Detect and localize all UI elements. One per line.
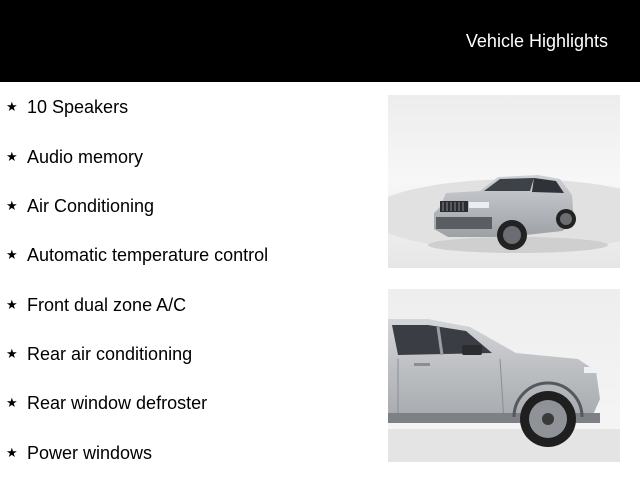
vehicle-photo-front[interactable] bbox=[388, 95, 620, 268]
feature-item bbox=[6, 194, 154, 218]
feature-label: Rear air conditioning bbox=[27, 344, 193, 364]
star-icon: ★ bbox=[6, 99, 18, 114]
feature-item bbox=[6, 145, 143, 169]
feature-item bbox=[6, 441, 152, 465]
vehicle-photo-side[interactable] bbox=[388, 289, 620, 462]
star-icon: ★ bbox=[6, 198, 18, 213]
feature-label: Rear window defroster bbox=[27, 393, 208, 413]
star-icon: ★ bbox=[6, 297, 18, 312]
suv-front-illustration bbox=[388, 95, 620, 268]
page-title: Vehicle Highlights bbox=[465, 31, 608, 51]
feature-label: Audio memory bbox=[27, 147, 144, 167]
feature-item bbox=[6, 243, 268, 267]
feature-label: 10 Speakers bbox=[27, 97, 129, 117]
suv-side-illustration bbox=[388, 289, 620, 462]
feature-label: Power windows bbox=[27, 443, 153, 463]
header-bar bbox=[0, 0, 640, 82]
feature-item bbox=[6, 391, 207, 415]
star-icon: ★ bbox=[6, 247, 18, 262]
feature-item bbox=[6, 342, 192, 366]
feature-label: Air Conditioning bbox=[27, 196, 155, 216]
feature-label: Front dual zone A/C bbox=[27, 295, 187, 315]
feature-item bbox=[6, 293, 186, 317]
feature-label: Automatic temperature control bbox=[27, 245, 269, 265]
star-icon: ★ bbox=[6, 445, 18, 460]
feature-item bbox=[6, 95, 128, 119]
star-icon: ★ bbox=[6, 149, 18, 164]
star-icon: ★ bbox=[6, 346, 18, 361]
star-icon: ★ bbox=[6, 395, 18, 410]
